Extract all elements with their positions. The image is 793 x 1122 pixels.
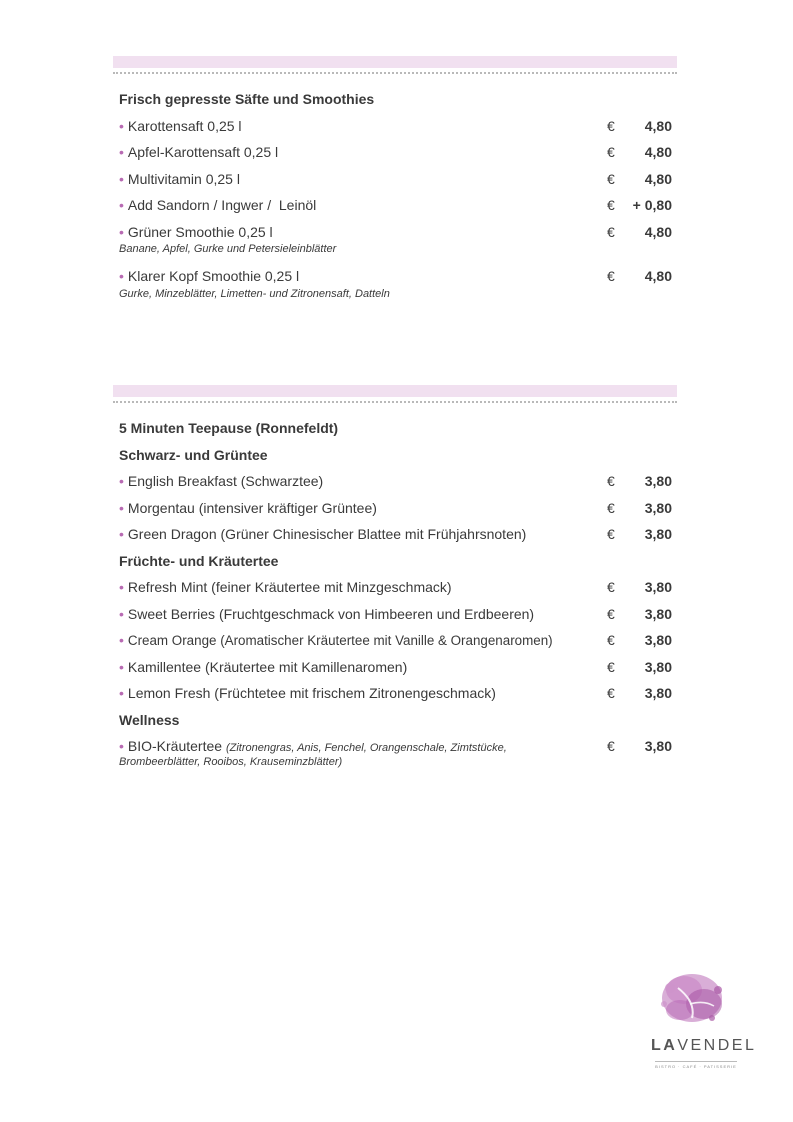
menu-item (119, 574, 675, 601)
item-price: + 0,80 (632, 197, 672, 213)
currency: € (607, 738, 615, 754)
item-description: (Zitronengras, Anis, Fenchel, Orangenschale, Zimtstücke, (225, 742, 507, 754)
bullet-icon: • (119, 605, 124, 622)
item-name: Multivitamin 0,25 l (127, 170, 240, 187)
item-price: 4,80 (644, 144, 672, 160)
item-name: Grüner Smoothie 0,25 l (127, 223, 273, 240)
item-name: Morgentau (intensiver kräftiger Grüntee) (127, 499, 377, 516)
currency: € (607, 685, 615, 701)
section-title: Frisch gepresste Säfte und Smoothies (119, 91, 375, 107)
item-name: Lemon Fresh (Früchtetee mit frischem Zitronengeschmack) (127, 685, 496, 701)
menu-item (119, 601, 675, 628)
juices-section (119, 86, 675, 308)
item-price: 3,80 (644, 473, 672, 489)
menu-item (119, 166, 675, 193)
currency: € (607, 144, 615, 160)
item-name: Cream Orange (Aromatischer Kräutertee mit Vanille & Orangenaromen) (127, 633, 553, 648)
item-name: English Breakfast (Schwarztee) (127, 473, 324, 489)
menu-item (119, 139, 675, 166)
currency: € (607, 632, 615, 648)
menu-item (119, 654, 675, 681)
bullet-icon: • (119, 268, 124, 284)
bullet-icon: • (119, 117, 124, 134)
section-title: 5 Minuten Teepause (Ronnefeldt) (119, 420, 339, 436)
dotted-divider (113, 401, 677, 403)
menu-item (119, 192, 675, 219)
item-price: 3,80 (644, 738, 672, 754)
bullet-icon: • (119, 144, 124, 160)
item-name: Add Sandorn / Ingwer / Leinöl (127, 197, 317, 213)
item-price: 4,80 (644, 170, 672, 187)
group-title: Früchte- und Kräutertee (119, 552, 279, 569)
item-price: 3,80 (644, 499, 672, 516)
menu-item (119, 495, 675, 522)
item-name: Kamillentee (Kräutertee mit Kamillenaromen) (127, 658, 408, 675)
currency: € (607, 223, 615, 240)
currency: € (607, 526, 615, 542)
bullet-icon: • (119, 170, 124, 187)
section-band (113, 385, 677, 397)
logo-tagline: BISTRO · CAFÉ · PATISSERIE (655, 1061, 737, 1069)
menu-item (119, 219, 675, 258)
item-price: 4,80 (644, 117, 672, 134)
bullet-icon: • (119, 632, 124, 648)
currency: € (607, 473, 615, 489)
currency: € (607, 658, 615, 675)
logo-wordmark (651, 1037, 757, 1055)
bullet-icon: • (119, 658, 124, 675)
bullet-icon: • (119, 499, 124, 516)
item-price: 3,80 (644, 526, 672, 542)
section-band (113, 56, 677, 68)
bullet-icon: • (119, 197, 124, 213)
bullet-icon: • (119, 738, 124, 754)
menu-item (119, 627, 675, 654)
menu-item (119, 733, 675, 770)
tea-section (119, 415, 675, 770)
currency: € (607, 197, 615, 213)
item-name: Green Dragon (Grüner Chinesischer Blattee mit Frühjahrsnoten) (127, 526, 527, 542)
logo-word-rest: VENDEL (677, 1037, 757, 1054)
bullet-icon: • (119, 579, 124, 595)
menu-item (119, 113, 675, 140)
bullet-icon: • (119, 526, 124, 542)
menu-item (119, 521, 675, 548)
item-price: 3,80 (644, 685, 672, 701)
group-title: Wellness (119, 711, 180, 728)
menu-item (119, 468, 675, 495)
currency: € (607, 268, 615, 284)
item-name: BIO-Kräutertee (127, 738, 223, 754)
bullet-icon: • (119, 223, 124, 240)
menu-item (119, 680, 675, 707)
currency: € (607, 499, 615, 516)
currency: € (607, 170, 615, 187)
menu-item (119, 263, 675, 302)
item-name: Refresh Mint (feiner Kräutertee mit Minzgeschmack) (127, 579, 452, 595)
item-price: 3,80 (644, 605, 672, 622)
item-description: Banane, Apfel, Gurke und Petersieleinblätter (119, 243, 337, 255)
item-description-continued: Brombeerblätter, Rooibos, Krauseminzblätter) (119, 755, 343, 768)
item-description: Gurke, Minzeblätter, Limetten- und Zitronensaft, Datteln (119, 287, 390, 300)
bullet-icon: • (119, 685, 124, 701)
currency: € (607, 605, 615, 622)
dotted-divider (113, 72, 677, 74)
group-title: Schwarz- und Grüntee (119, 446, 268, 463)
item-price: 4,80 (644, 268, 672, 284)
item-name: Apfel-Karottensaft 0,25 l (127, 144, 279, 160)
currency: € (607, 579, 615, 595)
item-name: Sweet Berries (Fruchtgeschmack von Himbeeren und Erdbeeren) (127, 605, 535, 622)
currency: € (607, 117, 615, 134)
item-price: 3,80 (644, 579, 672, 595)
bullet-icon: • (119, 473, 124, 489)
item-price: 3,80 (644, 658, 672, 675)
logo-word-bold: LA (651, 1037, 678, 1054)
item-price: 4,80 (644, 223, 672, 240)
item-name: Karottensaft 0,25 l (127, 117, 242, 134)
item-price: 3,80 (644, 632, 672, 648)
item-name: Klarer Kopf Smoothie 0,25 l (127, 268, 300, 284)
